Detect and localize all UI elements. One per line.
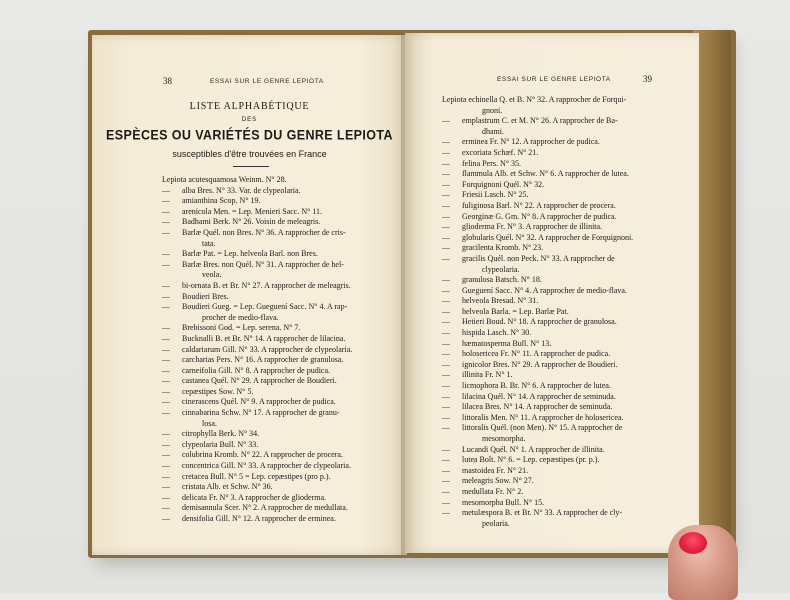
entry-text: hispida Lasch. N° 30. — [462, 328, 532, 338]
entry-text: delicata Fr. N° 3. A rapprocher de glioderma. — [182, 492, 327, 502]
entry-dash: — — [162, 227, 170, 237]
left-page — [92, 35, 407, 555]
list-entry — [162, 175, 352, 186]
entry-dash: — — [162, 355, 170, 365]
list-entry — [162, 482, 352, 493]
entry-dash: — — [162, 408, 170, 418]
list-subtitle: susceptibles d'être trouvées en France — [172, 149, 327, 159]
entry-text: gracilis Quél. non Peck. N° 33. A rapprocher de — [462, 253, 615, 263]
list-entry — [442, 349, 633, 360]
entry-text: helveola Barla. = Lep. Barlæ Pat. — [462, 306, 569, 316]
entry-dash: — — [162, 333, 170, 343]
list-entry — [442, 370, 633, 381]
entry-dash: — — [442, 296, 450, 306]
entry-dash: — — [162, 185, 170, 195]
list-entry — [162, 292, 352, 303]
entry-dash: — — [442, 455, 450, 465]
list-entry — [442, 413, 633, 424]
entry-dash: — — [442, 391, 450, 401]
list-entry — [162, 366, 352, 377]
entry-dash: — — [442, 476, 450, 486]
list-entry — [442, 212, 633, 223]
entry-dash: — — [442, 275, 450, 285]
entry-dash: — — [442, 190, 450, 200]
list-entry — [162, 334, 352, 345]
list-entry — [162, 387, 352, 398]
list-entry — [442, 423, 633, 434]
list-entry — [442, 127, 633, 138]
entry-text: Barlæ Quél. non Bres. N° 36. A rapprocher de cris- — [182, 227, 346, 237]
entry-text: lutea Bolt. N° 6. = Lep. cepæstipes (pr. p.). — [462, 455, 600, 465]
list-entry — [442, 445, 633, 456]
entry-text: Badhami Berk. N° 26. Voisin de meleagris. — [182, 217, 321, 227]
list-entry — [442, 296, 633, 307]
entry-text: metulæspora B. et Br. N° 33. A rapprocher de cly- — [462, 508, 623, 518]
list-entry — [442, 137, 633, 148]
entry-text: carneifolia Gill. N° 8. A rapprocher de pudica. — [182, 365, 331, 375]
entry-text: Gueguení Sacc. N° 4. A rapprocher de medio-flava. — [462, 285, 627, 295]
entry-text: Lepiota echinella Q. et B. N° 32. A rapprocher de Forqui- — [442, 95, 627, 104]
list-entry — [442, 190, 633, 201]
entry-text: Brebissoni God. = Lep. serena. N° 7. — [182, 323, 301, 333]
entry-text: medullata Fr. N° 2. — [462, 486, 524, 496]
list-entry — [442, 360, 633, 371]
entry-text: meleagris Sow. N° 27. — [462, 476, 534, 486]
list-entry — [162, 281, 352, 292]
entry-text: Forquignoni Quél. N° 32. — [462, 179, 545, 189]
list-entry — [162, 429, 352, 440]
list-entry — [162, 228, 352, 239]
entry-dash: — — [442, 412, 450, 422]
entry-text: felina Pers. N° 35. — [462, 158, 521, 168]
entry-text: alba Bres. N° 33. Var. de clypeolaria. — [182, 185, 301, 195]
entry-dash: — — [162, 291, 170, 301]
entry-text: holosericea Fr. N° 11. A rapprocher de pudica. — [462, 349, 611, 359]
list-entry — [442, 148, 633, 159]
entry-text: Boudieri Bres. — [182, 291, 229, 301]
entry-text: concentrica Gill. N° 33. A rapprocher de clypeolaria. — [182, 461, 351, 471]
list-entry — [162, 440, 352, 451]
entry-dash: — — [442, 116, 450, 126]
entry-text: fuliginosa Barl. N° 22. A rapprocher de procera. — [462, 200, 616, 210]
entry-text: mastoidea Fr. N° 21. — [462, 465, 529, 475]
list-entry — [162, 260, 352, 271]
list-entry — [442, 466, 633, 477]
entry-text: emplastrum C. et M. N° 26. A rapprocher de Ba- — [462, 116, 618, 126]
entry-text: cinnabarina Schw. N° 17. A rapprocher de granu- — [182, 408, 340, 418]
list-entry — [442, 286, 633, 297]
entry-text: tata. — [202, 238, 216, 248]
entry-dash: — — [442, 169, 450, 179]
entry-dash: — — [162, 471, 170, 481]
entry-dash: — — [442, 508, 450, 518]
entry-text: ignicolor Bres. N° 29. A rapprocher de Boudieri. — [462, 359, 618, 369]
list-entry — [162, 503, 352, 514]
entry-text: cristata Alb. et Schw. N° 36. — [182, 482, 273, 492]
list-entry — [162, 302, 352, 313]
entry-dash: — — [162, 386, 170, 396]
entry-text: Lucandi Quél. N° 1. A rapprocher de illinita. — [462, 444, 605, 454]
list-entry — [442, 519, 633, 530]
entry-text: Barlæ Bres. non Quél. N° 31. A rapprocher de hel- — [182, 259, 344, 269]
entry-text: dhami. — [482, 126, 504, 136]
species-list-left — [162, 175, 352, 525]
running-head-right: ESSAI SUR LE GENRE LEPIOTA — [497, 76, 611, 83]
list-entry — [162, 207, 352, 218]
list-entry — [442, 339, 633, 350]
entry-dash: — — [162, 376, 170, 386]
list-entry — [162, 249, 352, 260]
list-entry — [442, 317, 633, 328]
list-entry — [162, 345, 352, 356]
entry-text: lilacina Quél. N° 14. A rapprocher de seminuda. — [462, 391, 616, 401]
list-entry — [442, 381, 633, 392]
fingernail — [679, 532, 707, 554]
list-entry — [162, 270, 352, 281]
entry-dash: — — [442, 317, 450, 327]
entry-text: colubrina Kromb. N° 22. A rapprocher de procera. — [182, 450, 343, 460]
list-entry — [442, 95, 633, 106]
entry-dash: — — [162, 461, 170, 471]
list-entry — [442, 106, 633, 117]
list-entry — [162, 196, 352, 207]
entry-text: procher de medio-flava. — [202, 312, 279, 322]
entry-text: lilacea Bres. N° 14. A rapprocher de seminuda. — [462, 402, 613, 412]
entry-dash: — — [442, 338, 450, 348]
entry-dash: — — [162, 280, 170, 290]
list-entry — [442, 455, 633, 466]
entry-dash: — — [162, 196, 170, 206]
list-entry — [442, 116, 633, 127]
entry-dash: — — [162, 259, 170, 269]
entry-dash: — — [162, 514, 170, 523]
entry-text: citrophylla Berk. N° 34. — [182, 429, 260, 439]
list-entry — [442, 254, 633, 265]
list-entry — [442, 201, 633, 212]
entry-text: hæmatosperma Bull. N° 13. — [462, 338, 552, 348]
entry-dash: — — [442, 179, 450, 189]
list-entry — [162, 461, 352, 472]
entry-dash: — — [442, 285, 450, 295]
entry-text: bi-ornata B. et Br. N° 27. A rapprocher de meleagris. — [182, 280, 351, 290]
entry-dash: — — [442, 423, 450, 433]
list-entry — [162, 419, 352, 430]
list-entry — [442, 328, 633, 339]
list-entry — [442, 434, 633, 445]
list-entry — [442, 265, 633, 276]
entry-text: mesomorpha Bull. N° 15. — [462, 497, 545, 507]
entry-dash: — — [442, 381, 450, 391]
entry-text: excoriata Schæf. N° 21. — [462, 147, 539, 157]
entry-dash: — — [442, 158, 450, 168]
entry-text: globularis Quél. N° 32. A rapprocher de Forquignoni. — [462, 232, 634, 242]
running-head-left: ESSAI SUR LE GENRE LEPIOTA — [210, 78, 324, 85]
entry-dash: — — [442, 222, 450, 232]
list-entry — [442, 169, 633, 180]
list-entry — [442, 243, 633, 254]
entry-text: clypeolaria Bull. N° 33. — [182, 439, 259, 449]
entry-dash: — — [442, 497, 450, 507]
entry-text: cinerascens Quél. N° 9. A rapprocher de pudica. — [182, 397, 336, 407]
entry-text: arenicola Men. = Lep. Menieri Sacc. N° 11. — [182, 206, 323, 216]
list-entry — [162, 472, 352, 483]
entry-dash: — — [162, 217, 170, 227]
entry-dash: — — [162, 439, 170, 449]
entry-dash: — — [162, 450, 170, 460]
entry-text: cretacea Bull. N° 5 = Lep. cepæstipes (pro p.). — [182, 471, 331, 481]
entry-text: caldariarum Gill. N° 33. A rapprocher de clypeolaria. — [182, 344, 353, 354]
entry-dash: — — [442, 147, 450, 157]
list-entry — [442, 508, 633, 519]
entry-dash: — — [442, 200, 450, 210]
list-entry — [442, 402, 633, 413]
entry-text: illinita Fr. N° 1. — [462, 370, 513, 380]
entry-dash: — — [162, 323, 170, 333]
entry-dash: — — [442, 402, 450, 412]
entry-dash: — — [442, 465, 450, 475]
list-entry — [162, 313, 352, 324]
list-entry — [162, 493, 352, 504]
title-rule — [233, 166, 269, 167]
entry-text: granulosa Batsch. N° 18. — [462, 275, 542, 285]
entry-text: demisannula Scer. N° 2. A rapprocher de medullata. — [182, 503, 348, 513]
entry-dash: — — [442, 211, 450, 221]
entry-text: Lepiota acutesquamosa Weinm. N° 28. — [162, 175, 287, 184]
entry-dash: — — [162, 206, 170, 216]
entry-dash: — — [442, 359, 450, 369]
entry-text: littoralis Quél. (non Men). N° 15. A rapprocher de — [462, 423, 623, 433]
list-entry — [162, 355, 352, 366]
list-entry — [442, 476, 633, 487]
list-entry — [442, 233, 633, 244]
entry-dash: — — [162, 503, 170, 513]
entry-text: flammula Alb. et Schw. N° 6. A rapprocher de lutea. — [462, 169, 629, 179]
entry-dash: — — [162, 397, 170, 407]
list-entry — [442, 275, 633, 286]
entry-dash: — — [442, 349, 450, 359]
entry-dash: — — [162, 344, 170, 354]
list-heading: ESPÈCES OU VARIÉTÉS DU GENRE LEPIOTA — [106, 127, 393, 143]
list-title: LISTE ALPHABÉTIQUE — [189, 101, 310, 112]
entry-text: erminea Fr. N° 12. A rapprocher de pudica. — [462, 137, 600, 147]
list-entry — [442, 307, 633, 318]
list-entry — [162, 408, 352, 419]
entry-text: carcharias Pers. N° 16. A rapprocher de granulosa. — [182, 355, 344, 365]
list-entry — [442, 180, 633, 191]
list-entry — [162, 514, 352, 525]
entry-dash: — — [442, 306, 450, 316]
entry-text: Georginæ G. Gm. N° 8. A rapprocher de pudica. — [462, 211, 617, 221]
entry-text: littoralis Men. N° 11. A rapprocher de holosericea. — [462, 412, 624, 422]
entry-text: Barlæ Pat. = Lep. helveola Barl. non Bres. — [182, 249, 318, 259]
list-entry — [442, 392, 633, 403]
entry-text: gracilenta Kromb. N° 23. — [462, 243, 544, 253]
entry-text: veola. — [202, 270, 222, 280]
entry-dash: — — [162, 492, 170, 502]
entry-dash: — — [442, 486, 450, 496]
entry-text: Bucknalli B. et Br. N° 14. A rapprocher de lilacina. — [182, 333, 346, 343]
list-title-des: DES — [241, 117, 258, 123]
entry-dash: — — [442, 253, 450, 263]
entry-text: cepæstipes Sow. N° 5. — [182, 386, 254, 396]
entry-text: densifolia Gill. N° 12. A rapprocher de erminea. — [182, 514, 336, 523]
entry-text: clypeolaria. — [482, 264, 520, 274]
entry-dash: — — [162, 249, 170, 259]
entry-text: peolaria. — [482, 518, 510, 528]
entry-dash: — — [162, 482, 170, 492]
entry-text: castanea Quél. N° 29. A rapprocher de Boudieri. — [182, 376, 337, 386]
entry-text: Boudieri Gueg. = Lep. Gueguení Sacc. N° 4. A rap- — [182, 302, 348, 312]
entry-dash: — — [442, 137, 450, 147]
list-entry — [442, 159, 633, 170]
species-list-right — [442, 95, 633, 529]
entry-text: gnoni. — [482, 105, 503, 115]
list-entry — [162, 217, 352, 228]
entry-dash: — — [162, 429, 170, 439]
right-page — [405, 33, 699, 553]
list-entry — [442, 487, 633, 498]
entry-dash: — — [442, 444, 450, 454]
entry-text: losa. — [202, 418, 217, 428]
entry-dash: — — [442, 232, 450, 242]
page-number-right: 39 — [643, 74, 652, 84]
page-number-left: 38 — [163, 76, 172, 86]
list-entry — [162, 397, 352, 408]
list-entry — [162, 239, 352, 250]
list-entry — [442, 498, 633, 509]
list-entry — [162, 450, 352, 461]
entry-dash: — — [442, 243, 450, 253]
entry-text: amianthina Scop. N° 19. — [182, 196, 261, 206]
entry-text: Friesii Lasch. N° 25. — [462, 190, 529, 200]
entry-dash: — — [162, 365, 170, 375]
list-entry — [162, 376, 352, 387]
entry-text: helveola Bresad. N° 31. — [462, 296, 539, 306]
entry-dash: — — [442, 328, 450, 338]
list-entry — [162, 186, 352, 197]
entry-dash: — — [162, 302, 170, 312]
entry-text: glioderma Fr. N° 3. A rapprocher de illinita. — [462, 222, 603, 232]
list-entry — [162, 323, 352, 334]
list-entry — [442, 222, 633, 233]
entry-text: mesomorpha. — [482, 434, 526, 443]
entry-dash: — — [442, 370, 450, 380]
entry-text: Hetieri Boud. N° 18. A rapprocher de granulosa. — [462, 317, 617, 327]
entry-text: licmophora B. Br. N° 6. A rapprocher de lutea. — [462, 381, 611, 391]
